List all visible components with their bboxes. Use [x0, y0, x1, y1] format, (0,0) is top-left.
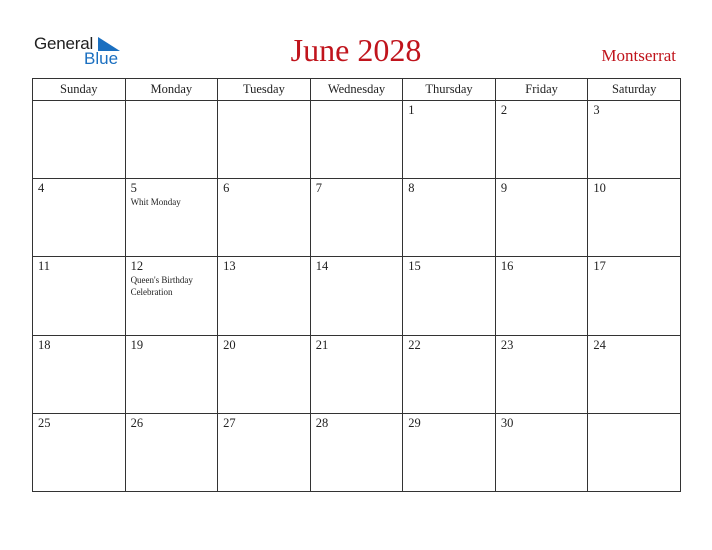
day-number: 3: [593, 103, 600, 117]
week-row: [33, 335, 681, 413]
day-number: 23: [500, 337, 514, 352]
weekday-header: Saturday: [588, 79, 681, 101]
day-cell: [310, 179, 403, 257]
day-cell: [218, 101, 311, 179]
day-cell: [588, 413, 681, 491]
day-cell: [495, 335, 588, 413]
day-number: 9: [500, 181, 508, 196]
day-number: 14: [315, 259, 329, 274]
day-number: 17: [593, 259, 606, 274]
day-number: 20: [223, 337, 236, 352]
holiday-label: Whit Monday: [130, 197, 181, 208]
day-number: 29: [408, 415, 421, 430]
region-label: Montserrat: [601, 46, 676, 65]
day-number: 13: [223, 259, 236, 274]
day-number: 2: [500, 103, 508, 117]
day-cell: [588, 101, 681, 179]
day-cell: [218, 335, 311, 413]
calendar-grid: [32, 78, 681, 492]
day-number: 30: [500, 415, 514, 430]
logo-text-general: General: [34, 34, 94, 53]
day-cell: [495, 413, 588, 491]
day-number: [311, 101, 403, 103]
day-number: 5: [130, 181, 137, 196]
day-number: 7: [315, 181, 322, 196]
day-cell: [125, 335, 218, 413]
day-number: 4: [38, 181, 45, 196]
holiday-label: Queen's Birthday Celebration: [130, 275, 193, 298]
day-number: 24: [593, 337, 606, 352]
day-cell: [403, 179, 496, 257]
day-cell: [218, 413, 311, 491]
day-cell: [495, 179, 588, 257]
page-title: June 2028: [290, 32, 422, 68]
day-cell: [33, 179, 126, 257]
day-number: 27: [223, 415, 236, 430]
day-number: 15: [408, 259, 421, 274]
day-cell: [33, 335, 126, 413]
day-cell: [588, 179, 681, 257]
day-number: 26: [130, 415, 144, 430]
day-number: 22: [408, 337, 421, 352]
weekday-header: Friday: [495, 79, 588, 101]
day-cell: [33, 413, 126, 491]
day-number: 28: [315, 415, 329, 430]
weekday-header: Thursday: [403, 79, 496, 101]
week-row: [33, 179, 681, 257]
week-row: [33, 257, 681, 335]
day-cell: [125, 413, 218, 491]
day-number: [588, 414, 680, 416]
day-cell: [218, 179, 311, 257]
day-cell: [33, 101, 126, 179]
day-number: [126, 101, 218, 103]
day-cell: [125, 257, 218, 335]
weekday-header: Sunday: [33, 79, 126, 101]
day-cell: [495, 101, 588, 179]
day-number: [33, 101, 125, 103]
day-number: 18: [38, 337, 51, 352]
day-number: 1: [408, 103, 415, 117]
day-cell: [403, 101, 496, 179]
weekday-header: Monday: [125, 79, 218, 101]
weekday-header: Tuesday: [218, 79, 311, 101]
day-number: 10: [593, 181, 606, 196]
day-cell: [403, 335, 496, 413]
day-cell: [310, 257, 403, 335]
day-cell: [310, 101, 403, 179]
day-number: 6: [223, 181, 230, 196]
weekday-header: Wednesday: [310, 79, 403, 101]
day-number: 21: [315, 337, 329, 352]
day-cell: [495, 257, 588, 335]
day-number: [218, 101, 310, 103]
day-number: 11: [38, 259, 51, 274]
day-cell: [403, 257, 496, 335]
day-cell: [218, 257, 311, 335]
day-cell: [33, 257, 126, 335]
day-cell: [588, 257, 681, 335]
logo-text-blue: Blue: [84, 49, 119, 68]
day-cell: [125, 101, 218, 179]
weekday-header-row: [33, 79, 681, 101]
day-cell: [310, 335, 403, 413]
day-number: 19: [130, 337, 144, 352]
day-cell: [310, 413, 403, 491]
day-number: 25: [38, 415, 51, 430]
day-cell: [125, 179, 218, 257]
day-cell: [403, 413, 496, 491]
logo: [34, 35, 126, 69]
week-row: [33, 413, 681, 491]
week-row: [33, 101, 681, 179]
day-number: 16: [500, 259, 514, 274]
day-number: 12: [130, 259, 144, 274]
day-number: 8: [408, 181, 415, 196]
day-cell: [588, 335, 681, 413]
